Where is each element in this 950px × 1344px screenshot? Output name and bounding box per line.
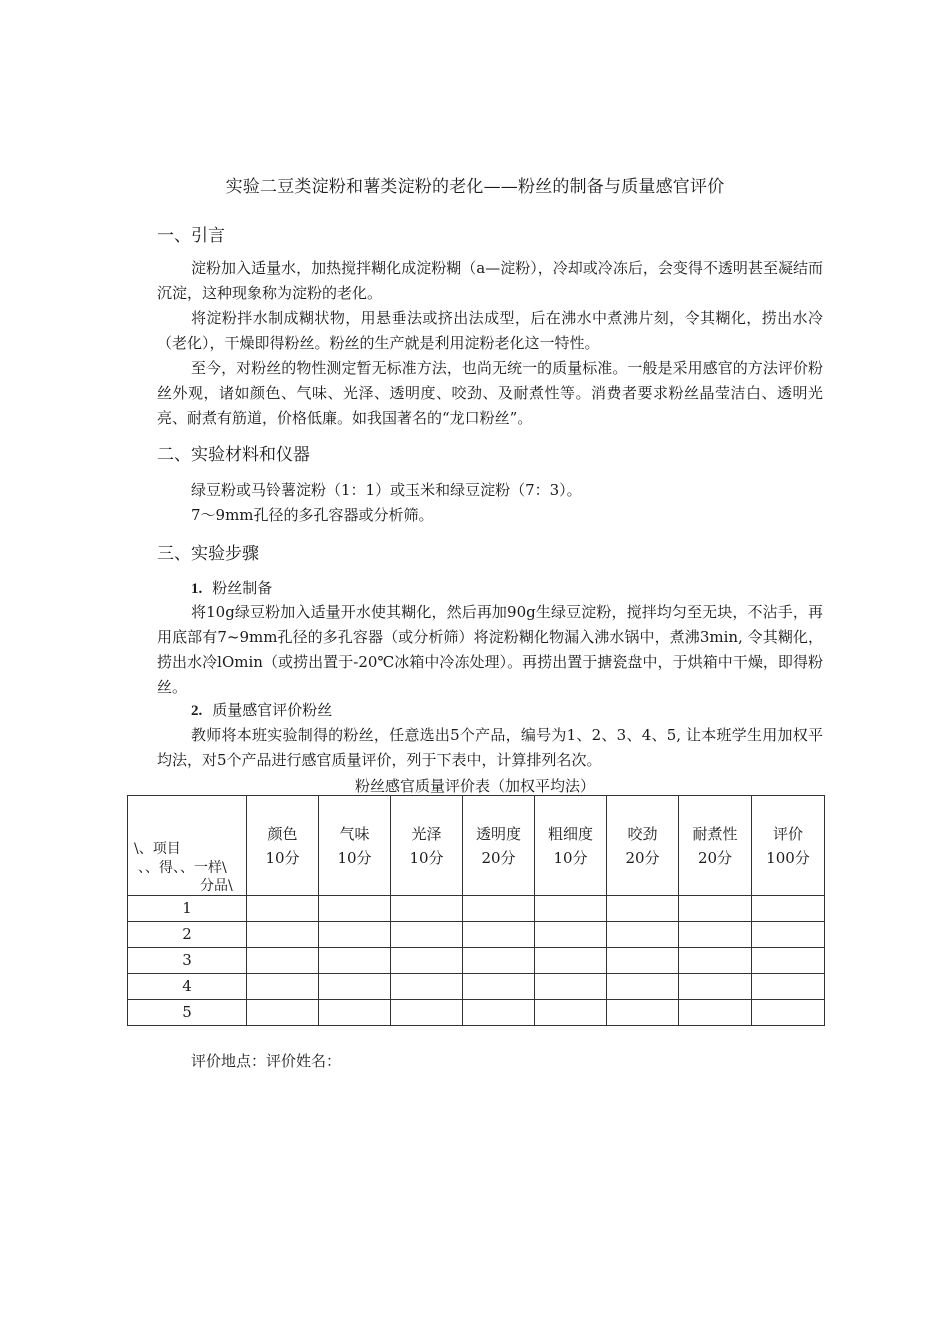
sample-number-cell: 1	[128, 896, 247, 922]
score-cell[interactable]	[535, 1000, 607, 1026]
score-cell[interactable]	[391, 922, 463, 948]
table-row	[128, 974, 825, 1000]
score-cell[interactable]	[679, 948, 752, 974]
table-corner-cell	[128, 796, 247, 896]
score-cell[interactable]	[391, 948, 463, 974]
sample-number-cell: 5	[128, 1000, 247, 1026]
step-1-number: 1.	[191, 581, 203, 597]
table-row	[128, 896, 825, 922]
score-cell[interactable]	[607, 922, 679, 948]
step-2-heading	[191, 698, 332, 724]
evaluation-footer: 评价地点：评价姓名：	[191, 1052, 342, 1070]
score-cell[interactable]	[607, 948, 679, 974]
column-header-transparency: 透明度 20分	[463, 796, 535, 896]
step-1-paragraph: 将10g绿豆粉加入适量开水使其糊化，然后再加90g生绿豆淀粉，搅拌均匀至无块，不沾手，再用底部有7~9mm孔径的多孔容器（或分析筛）将淀粉糊化物漏入沸水锅中，煮沸3min, 令其糊化，捞出水冷lOmin（或捞出置于-20℃冰箱中冷冻处理）。再捞出置于搪瓷盘中，于烘箱中干燥，即得粉丝。	[157, 603, 823, 696]
step-2-paragraph: 教师将本班实验制得的粉丝，任意选出5个产品，编号为1、2、3、4、5, 让本班学生用加权平均法，对5个产品进行感官质量评价，列于下表中，计算排列名次。	[157, 726, 823, 769]
materials-line-1: 绿豆粉或马铃薯淀粉（1：1）或玉米和绿豆淀粉（7：3）。	[191, 481, 582, 499]
section-heading-steps: 三、实验步骤	[157, 544, 259, 564]
score-cell[interactable]	[247, 922, 319, 948]
score-cell[interactable]	[752, 896, 825, 922]
materials-line-2: 7〜9mm孔径的多孔容器或分析筛。	[191, 506, 434, 524]
column-header-boil-resistance: 耐煮性 20分	[679, 796, 752, 896]
column-header-luster: 光泽 10分	[391, 796, 463, 896]
corner-label-item: \、项目	[134, 841, 181, 857]
column-header-chewiness: 咬劲 20分	[607, 796, 679, 896]
score-cell[interactable]	[535, 948, 607, 974]
score-cell[interactable]	[319, 948, 391, 974]
score-cell[interactable]	[607, 974, 679, 1000]
score-cell[interactable]	[463, 1000, 535, 1026]
table-header-row	[128, 796, 825, 896]
section-heading-intro: 一、引言	[157, 226, 225, 246]
page-title: 实验二豆类淀粉和薯类淀粉的老化——粉丝的制备与质量感官评价	[225, 177, 725, 197]
score-cell[interactable]	[247, 1000, 319, 1026]
score-cell[interactable]	[319, 1000, 391, 1026]
table-row	[128, 922, 825, 948]
score-cell[interactable]	[535, 922, 607, 948]
score-cell[interactable]	[319, 974, 391, 1000]
column-header-color: 颜色 10分	[247, 796, 319, 896]
score-cell[interactable]	[679, 974, 752, 1000]
score-cell[interactable]	[247, 974, 319, 1000]
score-cell[interactable]	[752, 922, 825, 948]
score-cell[interactable]	[752, 1000, 825, 1026]
intro-paragraph-2: 将淀粉拌水制成糊状物，用悬垂法或挤出法成型，后在沸水中煮沸片刻，令其糊化，捞出水冷（老化），干燥即得粉丝。粉丝的生产就是利用淀粉老化这一特性。	[157, 309, 823, 352]
score-cell[interactable]	[247, 948, 319, 974]
score-cell[interactable]	[463, 948, 535, 974]
sample-number-cell: 2	[128, 922, 247, 948]
score-cell[interactable]	[752, 948, 825, 974]
score-cell[interactable]	[319, 922, 391, 948]
table-row	[128, 1000, 825, 1026]
intro-paragraph-3: 至今，对粉丝的物性测定暂无标准方法，也尚无统一的质量标准。一般是采用感官的方法评价粉丝外观，诸如颜色、气味、光泽、透明度、咬劲、及耐煮性等。消费者要求粉丝晶莹洁白、透明光亮、耐煮有筋道，价格低廉。如我国著名的“龙口粉丝”。	[157, 359, 823, 427]
score-cell[interactable]	[391, 896, 463, 922]
column-header-odor: 气味 10分	[319, 796, 391, 896]
corner-label-sample: 分品\	[200, 878, 233, 894]
score-cell[interactable]	[679, 1000, 752, 1026]
step-2-number: 2.	[191, 703, 203, 719]
score-cell[interactable]	[463, 896, 535, 922]
intro-paragraph-1: 淀粉加入适量水，加热搅拌糊化成淀粉糊（a—淀粉），冷却或冷冻后，会变得不透明甚至凝结而沉淀，这种现象称为淀粉的老化。	[157, 259, 823, 302]
score-cell[interactable]	[752, 974, 825, 1000]
section-heading-materials: 二、实验材料和仪器	[157, 445, 310, 465]
score-cell[interactable]	[679, 922, 752, 948]
column-header-thickness: 粗细度 10分	[535, 796, 607, 896]
score-cell[interactable]	[679, 896, 752, 922]
score-cell[interactable]	[319, 896, 391, 922]
score-cell[interactable]	[535, 896, 607, 922]
score-cell[interactable]	[535, 974, 607, 1000]
score-cell[interactable]	[463, 922, 535, 948]
sample-number-cell: 4	[128, 974, 247, 1000]
score-cell[interactable]	[607, 896, 679, 922]
score-cell[interactable]	[247, 896, 319, 922]
step-1-heading	[191, 576, 272, 602]
step-2-title: 质量感官评价粉丝	[212, 701, 333, 719]
sample-number-cell: 3	[128, 948, 247, 974]
column-header-evaluation: 评价 100分	[752, 796, 825, 896]
score-cell[interactable]	[607, 1000, 679, 1026]
evaluation-table	[127, 795, 825, 1026]
score-cell[interactable]	[463, 974, 535, 1000]
table-row	[128, 948, 825, 974]
score-cell[interactable]	[391, 1000, 463, 1026]
corner-label-middle: 、、得、、一样\	[138, 860, 227, 876]
step-1-title: 粉丝制备	[212, 579, 273, 597]
score-cell[interactable]	[391, 974, 463, 1000]
table-caption: 粉丝感官质量评价表（加权平均法）	[354, 777, 595, 795]
